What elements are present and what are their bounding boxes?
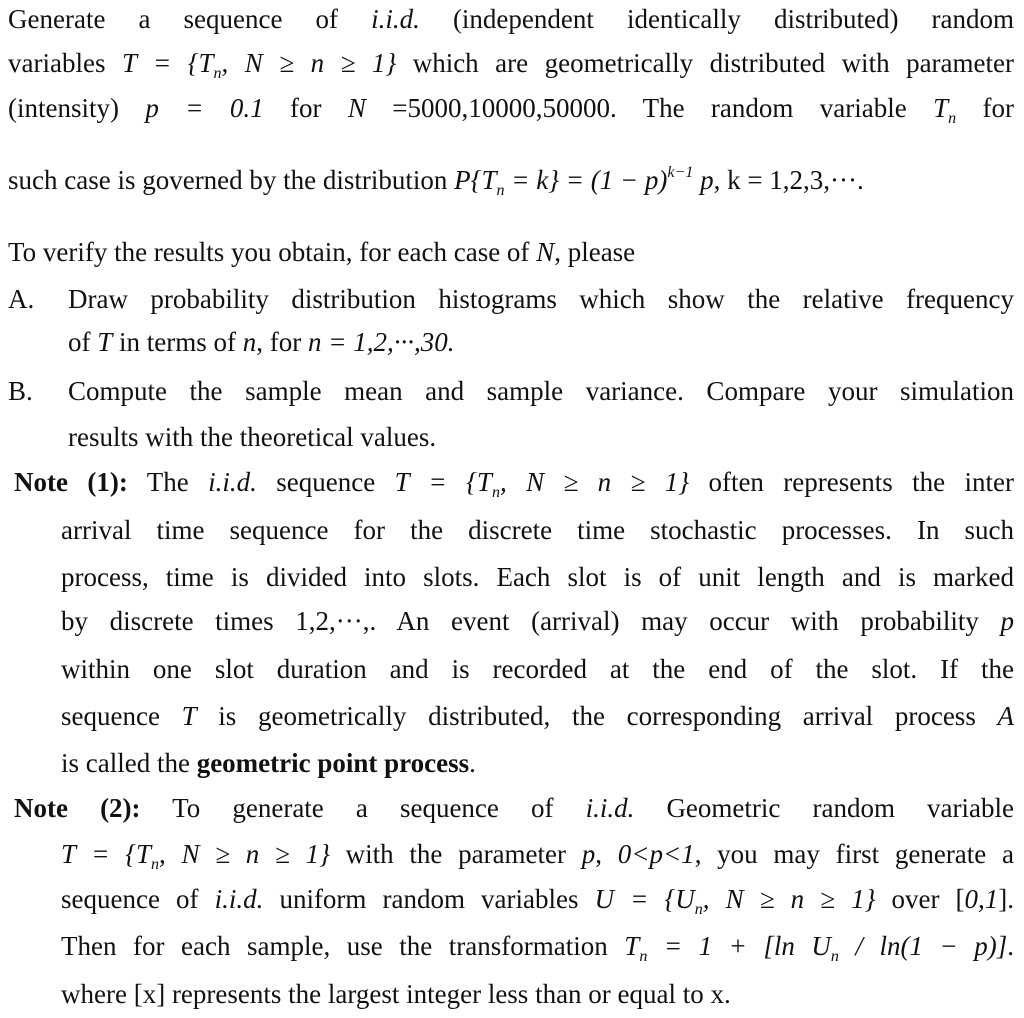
item-b-line1: Compute the sample mean and sample variance. Compare your simulation bbox=[68, 376, 1014, 406]
item-a-label: A. bbox=[8, 284, 35, 314]
item-a-line1: Draw probability distribution histograms which show the relative frequency bbox=[68, 284, 1014, 314]
note1-line5: within one slot duration and is recorded at the end of the slot. If the bbox=[61, 654, 1014, 684]
note2-line3: sequence of i.i.d. uniform random variables $U = \{U_n$, N ≥ n ≥ 1} over [0,1]. bbox=[61, 884, 1014, 918]
note2-line5: where [x] represents the largest integer less than or equal to x. bbox=[61, 979, 731, 1009]
para1-line4: such case is governed by the distribution $P\{T_n = k\} = (1 - p)^{k-1}$ p, k = 1,2,3,···. bbox=[8, 164, 864, 199]
para1-line1: Generate a sequence of i.i.d. (independent identically distributed) random bbox=[8, 4, 1014, 34]
para1-line3: (intensity) p = 0.1 for N =5000,10000,50000. The random variable $T_n$ for bbox=[8, 93, 1014, 127]
note1-line7: is called the geometric point process. bbox=[61, 748, 476, 778]
note1-line1: Note (1): The i.i.d. sequence $T = \{T_n$, N ≥ n ≥ 1} often represents the inter bbox=[14, 467, 1014, 501]
intro-line: To verify the results you obtain, for each case of N, please bbox=[8, 237, 636, 267]
note2-line1: Note (2): To generate a sequence of i.i.d. Geometric random variable bbox=[14, 793, 1014, 823]
note2-line2: $T = \{T_n$, N ≥ n ≥ 1} with the parameter p, 0<p<1, you may first generate a bbox=[61, 839, 1014, 873]
note2-line4: Then for each sample, use the transformation $T_n = 1 + [\ln$ $U_n / \ln(1 - p)$]. bbox=[61, 931, 1014, 965]
note1-line4: by discrete times 1,2,···,. An event (arrival) may occur with probability p bbox=[61, 606, 1014, 636]
item-a-line2: of T in terms of n, for n = 1,2,···,30. bbox=[68, 327, 455, 357]
item-b-line2: results with the theoretical values. bbox=[68, 422, 437, 452]
note1-line3: process, time is divided into slots. Each slot is of unit length and is marked bbox=[61, 562, 1014, 592]
para1-line2: variables $T = \{T_n$, N ≥ n ≥ 1} which are geometrically distributed with parameter bbox=[8, 48, 1014, 82]
item-b-label: B. bbox=[8, 376, 33, 406]
note1-line2: arrival time sequence for the discrete time stochastic processes. In such bbox=[61, 515, 1014, 545]
note1-line6: sequence T is geometrically distributed, the corresponding arrival process A bbox=[61, 701, 1014, 731]
note2-label: Note (2): bbox=[14, 793, 141, 823]
note1-label: Note (1): bbox=[14, 467, 128, 497]
